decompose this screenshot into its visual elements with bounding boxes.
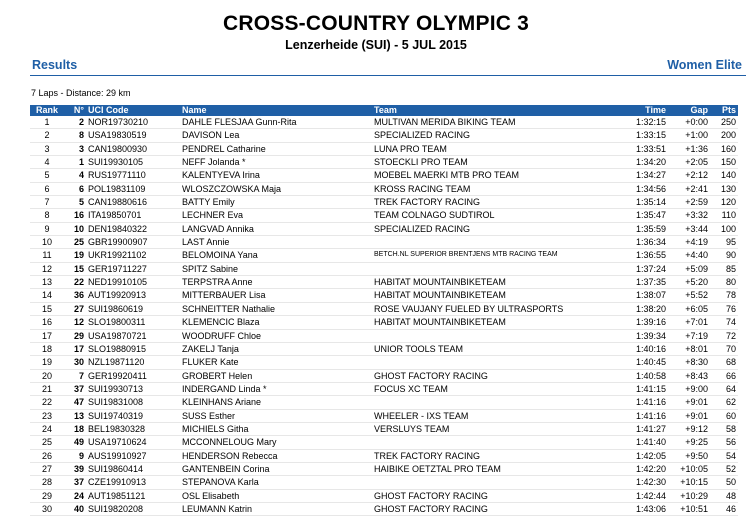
column-header-time: Time: [616, 105, 668, 116]
cell-name: KALENTYEVA Irina: [180, 169, 372, 182]
cell-rank: 30: [30, 502, 64, 515]
cell-points: 95: [710, 236, 738, 249]
cell-points: 140: [710, 169, 738, 182]
cell-rank: 16: [30, 316, 64, 329]
cell-uci-code: USA19710624: [86, 436, 180, 449]
column-header-rank: Rank: [30, 105, 64, 116]
cell-rank: 8: [30, 209, 64, 222]
cell-uci-code: SUI19930105: [86, 156, 180, 169]
cell-number: 37: [64, 382, 86, 395]
cell-gap: +3:44: [668, 222, 710, 235]
cell-uci-code: SUI19740319: [86, 409, 180, 422]
cell-team: [372, 436, 616, 449]
cell-name: MICHIELS Githa: [180, 422, 372, 435]
cell-gap: +8:30: [668, 356, 710, 369]
cell-team: [372, 396, 616, 409]
cell-time: 1:40:45: [616, 356, 668, 369]
cell-number: 37: [64, 476, 86, 489]
cell-team: HABITAT MOUNTAINBIKETEAM: [372, 316, 616, 329]
cell-name: WLOSZCZOWSKA Maja: [180, 182, 372, 195]
cell-uci-code: SLO19800311: [86, 316, 180, 329]
table-header-row: [30, 105, 738, 116]
cell-gap: +2:12: [668, 169, 710, 182]
cell-time: 1:37:35: [616, 276, 668, 289]
cell-time: 1:41:40: [616, 436, 668, 449]
column-header-uci-code: UCI Code: [86, 105, 180, 116]
cell-gap: +6:05: [668, 302, 710, 315]
cell-gap: +5:09: [668, 262, 710, 275]
cell-points: 74: [710, 316, 738, 329]
column-header-points: Pts: [710, 105, 738, 116]
cell-time: 1:41:27: [616, 422, 668, 435]
cell-team: TEAM COLNAGO SUDTIROL: [372, 209, 616, 222]
cell-time: 1:32:15: [616, 116, 668, 129]
page-title: CROSS-COUNTRY OLYMPIC 3: [222, 12, 530, 35]
section-category-label: Women Elite: [667, 58, 742, 72]
cell-rank: 1: [30, 116, 64, 129]
cell-name: SUSS Esther: [180, 409, 372, 422]
cell-gap: +2:05: [668, 156, 710, 169]
cell-name: INDERGAND Linda *: [180, 382, 372, 395]
event-subtitle: Lenzerheide (SUI) - 5 JUL 2015: [285, 38, 467, 52]
cell-team: TREK FACTORY RACING: [372, 449, 616, 462]
cell-team: VERSLUYS TEAM: [372, 422, 616, 435]
cell-number: 18: [64, 422, 86, 435]
cell-number: 10: [64, 222, 86, 235]
table-row: [30, 436, 738, 449]
cell-name: BATTY Emily: [180, 196, 372, 209]
cell-team: [372, 329, 616, 342]
section-divider: [30, 75, 746, 76]
cell-name: MITTERBAUER Lisa: [180, 289, 372, 302]
table-row: [30, 356, 738, 369]
cell-gap: +7:19: [668, 329, 710, 342]
cell-name: MCCONNELOUG Mary: [180, 436, 372, 449]
table-row: [30, 396, 738, 409]
cell-team: GHOST FACTORY RACING: [372, 369, 616, 382]
cell-points: 50: [710, 476, 738, 489]
cell-rank: 27: [30, 462, 64, 475]
cell-rank: 5: [30, 169, 64, 182]
cell-points: 64: [710, 382, 738, 395]
section-results-label: Results: [32, 58, 78, 72]
cell-uci-code: RUS19771110: [86, 169, 180, 182]
cell-time: 1:40:16: [616, 342, 668, 355]
cell-time: 1:33:15: [616, 129, 668, 142]
cell-points: 76: [710, 302, 738, 315]
cell-team: TREK FACTORY RACING: [372, 196, 616, 209]
table-row: [30, 276, 738, 289]
cell-uci-code: POL19831109: [86, 182, 180, 195]
table-row: [30, 222, 738, 235]
cell-rank: 21: [30, 382, 64, 395]
cell-time: 1:42:20: [616, 462, 668, 475]
cell-number: 5: [64, 196, 86, 209]
cell-uci-code: AUT19920913: [86, 289, 180, 302]
cell-points: 120: [710, 196, 738, 209]
table-row: [30, 502, 738, 515]
cell-name: DAVISON Lea: [180, 129, 372, 142]
cell-number: 30: [64, 356, 86, 369]
cell-rank: 15: [30, 302, 64, 315]
cell-points: 72: [710, 329, 738, 342]
cell-number: 7: [64, 369, 86, 382]
cell-team: ROSE VAUJANY FUELED BY ULTRASPORTS: [372, 302, 616, 315]
table-row: [30, 182, 738, 195]
cell-number: 27: [64, 302, 86, 315]
cell-points: 80: [710, 276, 738, 289]
table-row: [30, 196, 738, 209]
cell-number: 40: [64, 502, 86, 515]
cell-gap: +9:00: [668, 382, 710, 395]
cell-name: ZAKELJ Tanja: [180, 342, 372, 355]
cell-number: 39: [64, 462, 86, 475]
cell-team: MOEBEL MAERKI MTB PRO TEAM: [372, 169, 616, 182]
cell-points: 160: [710, 142, 738, 155]
column-header-name: Name: [180, 105, 372, 116]
cell-points: 48: [710, 489, 738, 502]
table-row: [30, 316, 738, 329]
cell-uci-code: AUS19910927: [86, 449, 180, 462]
cell-uci-code: GER19920411: [86, 369, 180, 382]
cell-rank: 19: [30, 356, 64, 369]
cell-rank: 4: [30, 156, 64, 169]
table-row: [30, 169, 738, 182]
cell-number: 4: [64, 169, 86, 182]
cell-rank: 13: [30, 276, 64, 289]
cell-gap: +4:40: [668, 249, 710, 262]
cell-team: KROSS RACING TEAM: [372, 182, 616, 195]
table-row: [30, 129, 738, 142]
table-row: [30, 422, 738, 435]
cell-number: 36: [64, 289, 86, 302]
cell-points: 130: [710, 182, 738, 195]
cell-uci-code: USA19870721: [86, 329, 180, 342]
cell-gap: +3:32: [668, 209, 710, 222]
cell-gap: +9:01: [668, 409, 710, 422]
cell-number: 22: [64, 276, 86, 289]
cell-rank: 14: [30, 289, 64, 302]
cell-rank: 2: [30, 129, 64, 142]
cell-rank: 24: [30, 422, 64, 435]
cell-rank: 20: [30, 369, 64, 382]
table-row: [30, 209, 738, 222]
cell-uci-code: SUI19930713: [86, 382, 180, 395]
cell-number: 8: [64, 129, 86, 142]
cell-name: LANGVAD Annika: [180, 222, 372, 235]
cell-time: 1:36:55: [616, 249, 668, 262]
cell-number: 16: [64, 209, 86, 222]
cell-team: HAIBIKE OETZTAL PRO TEAM: [372, 462, 616, 475]
cell-number: 9: [64, 449, 86, 462]
cell-team: BETCH.NL SUPERIOR BRENTJENS MTB RACING TEAM: [372, 249, 616, 262]
cell-time: 1:41:16: [616, 396, 668, 409]
table-row: [30, 329, 738, 342]
cell-points: 66: [710, 369, 738, 382]
cell-number: 2: [64, 116, 86, 129]
cell-points: 70: [710, 342, 738, 355]
cell-points: 110: [710, 209, 738, 222]
cell-gap: +9:12: [668, 422, 710, 435]
cell-time: 1:42:30: [616, 476, 668, 489]
cell-uci-code: SUI19860414: [86, 462, 180, 475]
cell-gap: +2:41: [668, 182, 710, 195]
table-row: [30, 262, 738, 275]
cell-number: 12: [64, 316, 86, 329]
cell-number: 17: [64, 342, 86, 355]
cell-number: 24: [64, 489, 86, 502]
cell-rank: 29: [30, 489, 64, 502]
cell-gap: +1:00: [668, 129, 710, 142]
cell-rank: 25: [30, 436, 64, 449]
cell-uci-code: GBR19900907: [86, 236, 180, 249]
table-row: [30, 382, 738, 395]
cell-gap: +9:50: [668, 449, 710, 462]
cell-points: 46: [710, 502, 738, 515]
cell-gap: +4:19: [668, 236, 710, 249]
cell-points: 200: [710, 129, 738, 142]
cell-rank: 17: [30, 329, 64, 342]
cell-name: SCHNEITTER Nathalie: [180, 302, 372, 315]
cell-time: 1:37:24: [616, 262, 668, 275]
cell-uci-code: AUT19851121: [86, 489, 180, 502]
cell-rank: 7: [30, 196, 64, 209]
table-row: [30, 409, 738, 422]
cell-gap: +5:52: [668, 289, 710, 302]
cell-rank: 11: [30, 249, 64, 262]
cell-points: 54: [710, 449, 738, 462]
cell-time: 1:40:58: [616, 369, 668, 382]
cell-time: 1:35:14: [616, 196, 668, 209]
cell-time: 1:34:56: [616, 182, 668, 195]
cell-number: 1: [64, 156, 86, 169]
table-row: [30, 116, 738, 129]
table-row: [30, 489, 738, 502]
cell-rank: 12: [30, 262, 64, 275]
cell-rank: 9: [30, 222, 64, 235]
cell-points: 52: [710, 462, 738, 475]
cell-points: 78: [710, 289, 738, 302]
cell-uci-code: NED19910105: [86, 276, 180, 289]
cell-gap: +10:15: [668, 476, 710, 489]
cell-time: 1:36:34: [616, 236, 668, 249]
cell-gap: +5:20: [668, 276, 710, 289]
cell-team: LUNA PRO TEAM: [372, 142, 616, 155]
cell-name: GROBERT Helen: [180, 369, 372, 382]
cell-points: 58: [710, 422, 738, 435]
cell-uci-code: SLO19880915: [86, 342, 180, 355]
cell-points: 85: [710, 262, 738, 275]
cell-uci-code: GER19711227: [86, 262, 180, 275]
cell-time: 1:41:15: [616, 382, 668, 395]
table-row: [30, 289, 738, 302]
cell-time: 1:34:20: [616, 156, 668, 169]
cell-name: KLEINHANS Ariane: [180, 396, 372, 409]
cell-rank: 18: [30, 342, 64, 355]
cell-team: SPECIALIZED RACING: [372, 129, 616, 142]
cell-uci-code: CZE19910913: [86, 476, 180, 489]
cell-team: MULTIVAN MERIDA BIKING TEAM: [372, 116, 616, 129]
cell-team: FOCUS XC TEAM: [372, 382, 616, 395]
cell-points: 62: [710, 396, 738, 409]
cell-gap: +7:01: [668, 316, 710, 329]
cell-team: SPECIALIZED RACING: [372, 222, 616, 235]
cell-team: HABITAT MOUNTAINBIKETEAM: [372, 276, 616, 289]
cell-gap: +0:00: [668, 116, 710, 129]
cell-time: 1:38:07: [616, 289, 668, 302]
cell-uci-code: BEL19830328: [86, 422, 180, 435]
cell-uci-code: SUI19860619: [86, 302, 180, 315]
cell-time: 1:42:44: [616, 489, 668, 502]
cell-uci-code: SUI19820208: [86, 502, 180, 515]
cell-name: LEUMANN Katrin: [180, 502, 372, 515]
cell-uci-code: USA19830519: [86, 129, 180, 142]
table-row: [30, 142, 738, 155]
cell-name: GANTENBEIN Corina: [180, 462, 372, 475]
cell-name: DAHLE FLESJAA Gunn-Rita: [180, 116, 372, 129]
table-row: [30, 462, 738, 475]
cell-uci-code: UKR19921102: [86, 249, 180, 262]
cell-team: WHEELER - IXS TEAM: [372, 409, 616, 422]
table-row: [30, 369, 738, 382]
cell-uci-code: CAN19800930: [86, 142, 180, 155]
table-row: [30, 236, 738, 249]
cell-team: GHOST FACTORY RACING: [372, 489, 616, 502]
cell-team: [372, 356, 616, 369]
cell-gap: +10:51: [668, 502, 710, 515]
cell-name: OSL Elisabeth: [180, 489, 372, 502]
cell-number: 3: [64, 142, 86, 155]
cell-time: 1:33:51: [616, 142, 668, 155]
column-header-team: Team: [372, 105, 616, 116]
cell-name: BELOMOINA Yana: [180, 249, 372, 262]
table-row: [30, 476, 738, 489]
cell-number: 29: [64, 329, 86, 342]
cell-team: STOECKLI PRO TEAM: [372, 156, 616, 169]
table-row: [30, 249, 738, 262]
cell-number: 15: [64, 262, 86, 275]
cell-gap: +9:25: [668, 436, 710, 449]
cell-gap: +2:59: [668, 196, 710, 209]
cell-gap: +10:29: [668, 489, 710, 502]
cell-team: UNIOR TOOLS TEAM: [372, 342, 616, 355]
cell-name: SPITZ Sabine: [180, 262, 372, 275]
cell-name: TERPSTRA Anne: [180, 276, 372, 289]
cell-gap: +10:05: [668, 462, 710, 475]
cell-uci-code: ITA19850701: [86, 209, 180, 222]
table-row: [30, 302, 738, 315]
cell-time: 1:42:05: [616, 449, 668, 462]
cell-time: 1:39:16: [616, 316, 668, 329]
cell-team: [372, 262, 616, 275]
cell-number: 47: [64, 396, 86, 409]
cell-points: 90: [710, 249, 738, 262]
cell-number: 25: [64, 236, 86, 249]
cell-rank: 3: [30, 142, 64, 155]
cell-rank: 28: [30, 476, 64, 489]
cell-rank: 22: [30, 396, 64, 409]
cell-team: HABITAT MOUNTAINBIKETEAM: [372, 289, 616, 302]
cell-uci-code: NOR19730210: [86, 116, 180, 129]
cell-time: 1:39:34: [616, 329, 668, 342]
cell-name: WOODRUFF Chloe: [180, 329, 372, 342]
cell-team: GHOST FACTORY RACING: [372, 502, 616, 515]
cell-time: 1:38:20: [616, 302, 668, 315]
cell-gap: +9:01: [668, 396, 710, 409]
cell-team: [372, 236, 616, 249]
cell-name: LECHNER Eva: [180, 209, 372, 222]
cell-points: 250: [710, 116, 738, 129]
laps-distance-info: 7 Laps - Distance: 29 km: [31, 88, 131, 98]
cell-number: 19: [64, 249, 86, 262]
cell-number: 49: [64, 436, 86, 449]
cell-number: 13: [64, 409, 86, 422]
results-table: [30, 105, 738, 516]
cell-team: [372, 476, 616, 489]
cell-name: HENDERSON Rebecca: [180, 449, 372, 462]
table-row: [30, 342, 738, 355]
cell-uci-code: CAN19880616: [86, 196, 180, 209]
table-row: [30, 156, 738, 169]
cell-name: STEPANOVA Karla: [180, 476, 372, 489]
column-header-number: N°: [64, 105, 86, 116]
cell-gap: +1:36: [668, 142, 710, 155]
cell-uci-code: DEN19840322: [86, 222, 180, 235]
cell-points: 68: [710, 356, 738, 369]
cell-uci-code: SUI19831008: [86, 396, 180, 409]
cell-name: KLEMENCIC Blaza: [180, 316, 372, 329]
cell-name: NEFF Jolanda *: [180, 156, 372, 169]
cell-name: PENDREL Catharine: [180, 142, 372, 155]
cell-time: 1:35:47: [616, 209, 668, 222]
cell-number: 6: [64, 182, 86, 195]
cell-rank: 10: [30, 236, 64, 249]
cell-points: 150: [710, 156, 738, 169]
cell-rank: 26: [30, 449, 64, 462]
cell-rank: 6: [30, 182, 64, 195]
cell-time: 1:34:27: [616, 169, 668, 182]
cell-points: 100: [710, 222, 738, 235]
cell-rank: 23: [30, 409, 64, 422]
cell-points: 56: [710, 436, 738, 449]
cell-gap: +8:43: [668, 369, 710, 382]
cell-uci-code: NZL19871120: [86, 356, 180, 369]
column-header-gap: Gap: [668, 105, 710, 116]
cell-gap: +8:01: [668, 342, 710, 355]
cell-time: 1:35:59: [616, 222, 668, 235]
cell-name: FLUKER Kate: [180, 356, 372, 369]
cell-points: 60: [710, 409, 738, 422]
cell-time: 1:41:16: [616, 409, 668, 422]
results-table-body: [30, 116, 738, 516]
table-row: [30, 449, 738, 462]
cell-time: 1:43:06: [616, 502, 668, 515]
cell-name: LAST Annie: [180, 236, 372, 249]
